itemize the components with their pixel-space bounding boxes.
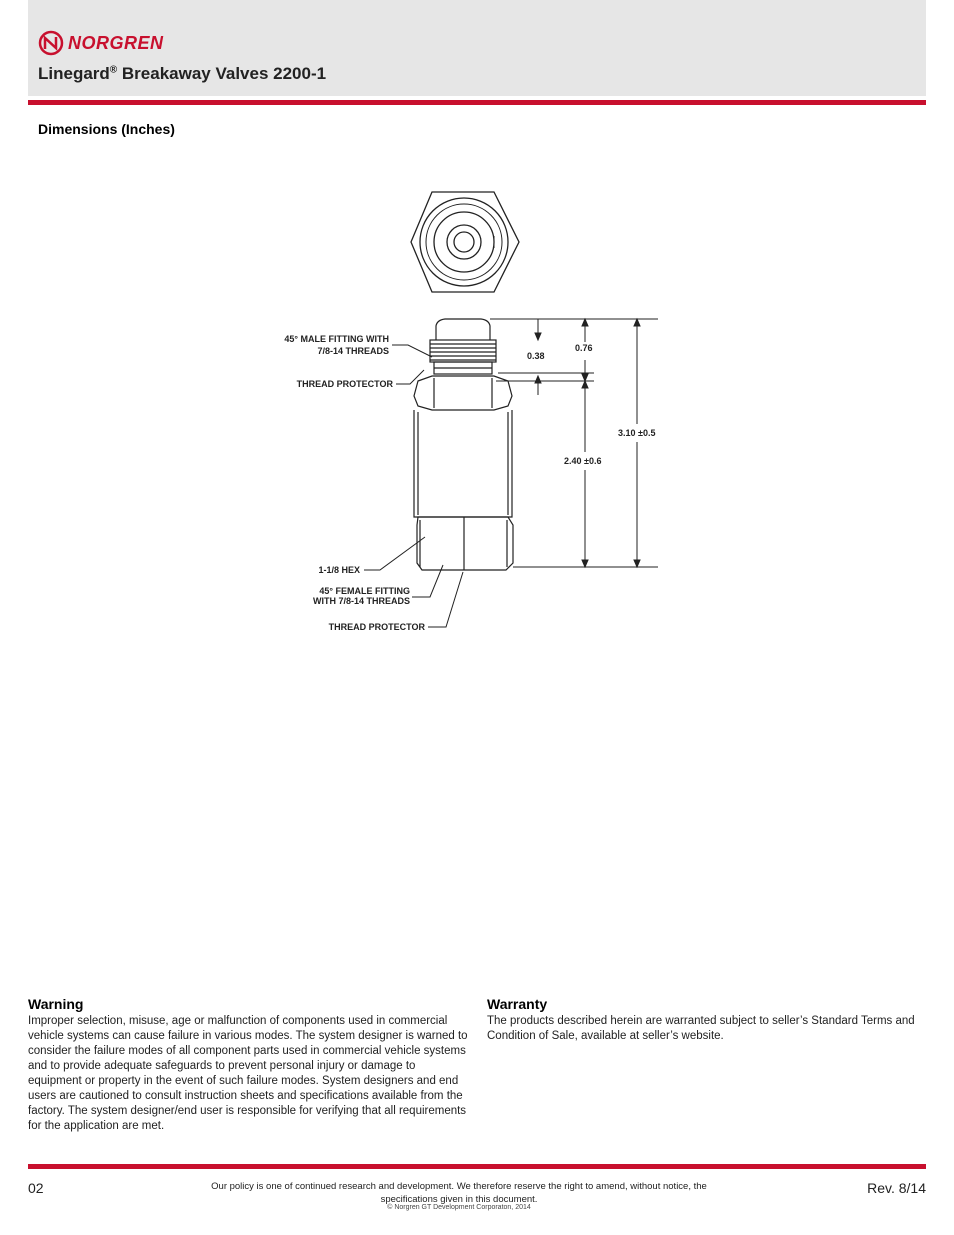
callout-thread-protector-top: THREAD PROTECTOR <box>296 379 393 389</box>
page-number: 02 <box>28 1180 44 1196</box>
title-main: Linegard <box>38 64 110 83</box>
callout-thread-protector-bottom: THREAD PROTECTOR <box>328 622 425 632</box>
warranty-body: The products described herein are warranted subject to seller’s Standard Terms and Condition of Sale, available at seller’s website. <box>487 1015 915 1042</box>
valve-top-view <box>411 192 519 292</box>
title-registered-mark: ® <box>109 64 118 76</box>
callout-hex: 1-1/8 HEX <box>318 565 360 575</box>
warning-body: Improper selection, misuse, age or malfunction of components used in commercial vehicle systems can cause failure in various modes. The system designer is warned to consider the failure modes of all component parts used in commercial vehicle systems and to provide adequate safeguards to prevent personal injury or damage to equipment or property in the event of such failure modes. System designers and end users are cautioned to consult instruction sheets and specifications available from the factory. The system designer/end user is responsible for verifying that all requirements for the application are met. <box>28 1015 468 1132</box>
callout-female-fitting-line2: WITH 7/8-14 THREADS <box>312 596 410 606</box>
warranty-title: Warranty <box>487 996 548 1012</box>
title-rest: Breakaway Valves 2200-1 <box>117 64 327 83</box>
footer-policy: Our policy is one of continued research and development. We therefore reserve the right to amend, without notice, the specifications given in this document. <box>211 1181 707 1205</box>
dimension-lines <box>490 319 658 567</box>
section-heading: Dimensions (Inches) <box>38 121 175 137</box>
warning-title: Warning <box>28 996 84 1012</box>
footer-copyright: © Norgren GT Development Corporaton, 2014 <box>387 1204 531 1211</box>
brand-name: NORGREN <box>68 32 164 53</box>
dimension-2-40: 2.40 ±0.6 <box>564 456 602 466</box>
dimension-0-38: 0.38 <box>527 351 545 361</box>
footer-divider <box>28 1164 926 1169</box>
callout-male-fitting-line1: 45° MALE FITTING WITH <box>284 334 389 344</box>
dimension-0-76: 0.76 <box>575 343 593 353</box>
callout-female-fitting-line1: 45° FEMALE FITTING <box>319 586 410 596</box>
dimension-3-10: 3.10 ±0.5 <box>618 428 656 438</box>
callout-male-fitting-line2: 7/8-14 THREADS <box>317 346 389 356</box>
revision: Rev. 8/14 <box>867 1180 926 1196</box>
valve-side-view <box>414 319 513 570</box>
